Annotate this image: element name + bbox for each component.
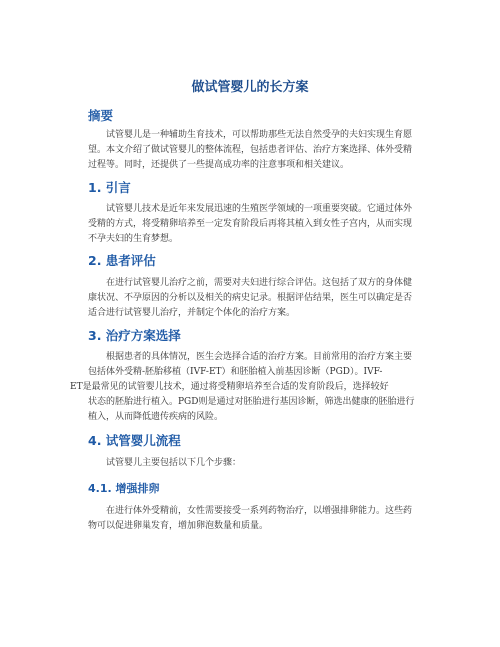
process-paragraph	[88, 456, 428, 471]
paragraph-line: 过程等。同时，还提供了一些提高成功率的注意事项和相关建议。	[88, 160, 350, 170]
paragraph-line: 不孕夫妇的生育梦想。	[88, 234, 179, 244]
intro-paragraph	[88, 202, 428, 247]
paragraph-line: 根据患者的具体情况，医生会选择合适的治疗方案。目前常用的治疗方案主要	[106, 352, 413, 362]
paragraph-line: 在进行体外受精前，女性需要接受一系列药物治疗，以增强排卵能力。这些药	[106, 506, 413, 516]
paragraph-line: 在进行试管婴儿治疗之前，需要对夫妇进行综合评估。这包括了双方的身体健	[106, 278, 413, 288]
document-title: 做试管婴儿的长方案	[191, 80, 309, 95]
abstract-paragraph	[88, 128, 428, 173]
plan-paragraph	[70, 350, 428, 425]
process-heading: 4. 试管婴儿流程	[88, 433, 181, 448]
paragraph-line: ET是最常见的试管婴儿技术，通过将受精卵培养至合适的发育阶段后，选择较好	[70, 382, 389, 392]
paragraph-line: 受精的方式，将受精卵培养至一定发育阶段后再将其植入到女性子宫内，从而实现	[88, 219, 413, 229]
paragraph-line: 包括体外受精-胚胎移植（IVF-ET）和胚胎植入前基因诊断（PGD）。IVF-	[88, 367, 383, 377]
ovulation-paragraph	[88, 504, 428, 534]
paragraph-line: 试管婴儿技术是近年来发展迅速的生殖医学领域的一项重要突破。它通过体外	[106, 204, 413, 214]
paragraph-line: 状态的胚胎进行植入。PGD则是通过对胚胎进行基因诊断，筛选出健康的胚胎进行	[88, 397, 415, 407]
ovulation-heading: 4.1. 增强排卵	[88, 482, 160, 495]
assessment-heading: 2. 患者评估	[88, 253, 156, 268]
paragraph-line: 物可以促进卵巢发育，增加卵泡数量和质量。	[88, 521, 269, 531]
paragraph-line: 试管婴儿主要包括以下几个步骤：	[106, 458, 242, 468]
paragraph-line: 康状况、不孕原因的分析以及相关的病史记录。根据评估结果，医生可以确定是否	[88, 293, 413, 303]
paragraph-line: 植入，从而降低遗传疾病的风险。	[88, 412, 224, 422]
paragraph-line: 适合进行试管婴儿治疗，并制定个体化的治疗方案。	[88, 308, 296, 318]
intro-heading: 1. 引言	[88, 180, 131, 195]
assessment-paragraph	[88, 276, 428, 321]
plan-heading: 3. 治疗方案选择	[88, 328, 181, 343]
paragraph-line: 试管婴儿是一种辅助生育技术，可以帮助那些无法自然受孕的夫妇实现生育愿	[106, 130, 413, 140]
paragraph-line: 望。本文介绍了做试管婴儿的整体流程，包括患者评估、治疗方案选择、体外受精	[88, 145, 413, 155]
abstract-heading: 摘要	[88, 108, 114, 123]
